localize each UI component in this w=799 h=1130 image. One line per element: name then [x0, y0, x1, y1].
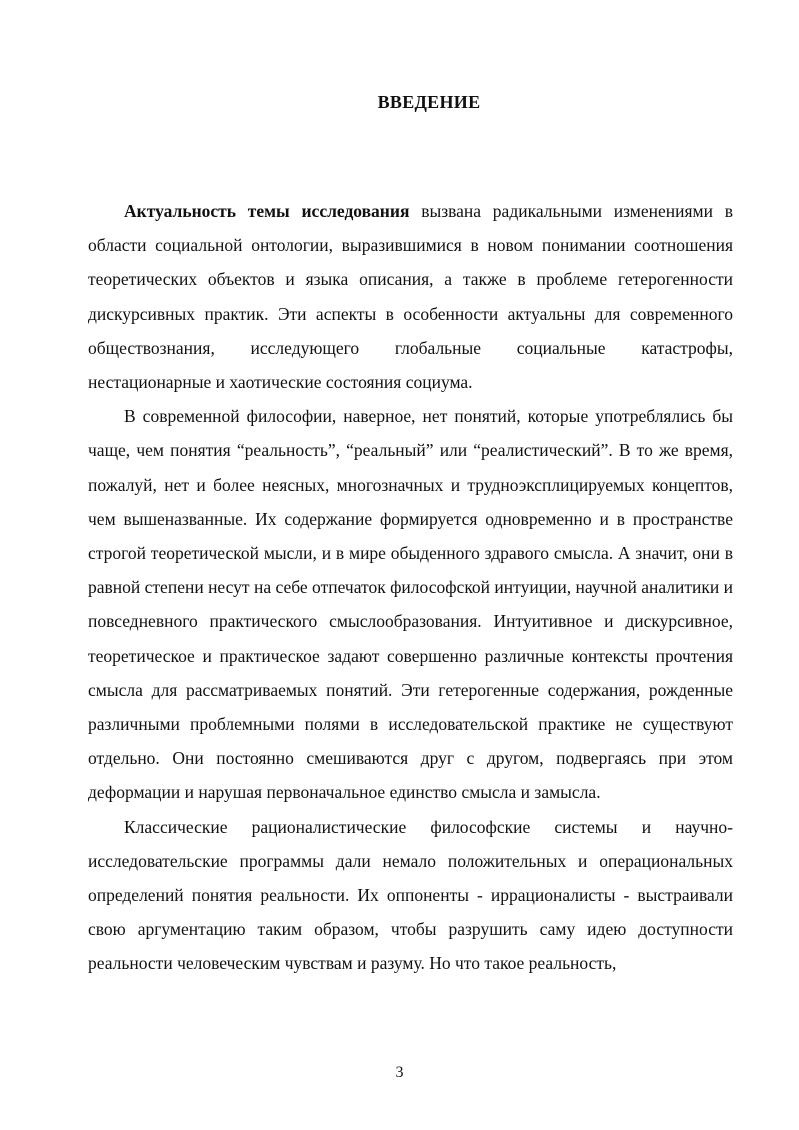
paragraph-text: вызвана радикальными изменениями в области социальной онтологии, выразившимися в новом понимании соотношения теоретических объектов и языка описания, а также в проблеме гетерогенности дискурсивных практик. Эти аспекты в особенности актуальны для современного обществознания, исследующего глобальные социальные катастрофы, нестационарные и хаотические состояния социума. — [88, 201, 734, 393]
body-text — [88, 194, 733, 981]
page-number: 3 — [395, 1064, 404, 1081]
paragraph-3 — [88, 810, 733, 981]
paragraph-1 — [88, 194, 733, 399]
paragraph-text: Классические рационалистические философские системы и научно-исследовательские программы дали немало положительных и операциональных определений понятия реальности. Их оппоненты - иррационалисты - выстраивали свою аргументацию таким образом, чтобы разрушить саму идею доступности реальности человеческим чувствам и разуму. Но что такое реальность, — [88, 816, 733, 974]
paragraph-2 — [88, 399, 733, 809]
paragraph-text: В современной философии, наверное, нет понятий, которые употреблялись бы чаще, чем понятия “реальность”, “реальный” или “реалистический”. В то же время, пожалуй, нет и более неясных, многозначных и трудноэксплицируемых концептов, чем вышеназванные. Их содержание формируется одновременно и в пространстве строгой теоретической мысли, и в мире обыденного здравого смысла. А значит, они в равной степени несут на себе отпечаток философской интуиции, научной аналитики и повседневного практического смыслообразования. Интуитивное и дискурсивное, теоретическое и практическое задают совершенно различные контексты прочтения смысла для рассматриваемых понятий. Эти гетерогенные содержания, рожденные различными проблемными полями в исследовательской практике не существуют отдельно. Они постоянно смешиваются друг с другом, подвергаясь при этом деформации и нарушая первоначальное единство смысла и замысла. — [88, 406, 733, 803]
paragraph-lead: Актуальность темы исследования — [124, 201, 410, 221]
page-title: ВВЕДЕНИЕ — [377, 92, 481, 112]
